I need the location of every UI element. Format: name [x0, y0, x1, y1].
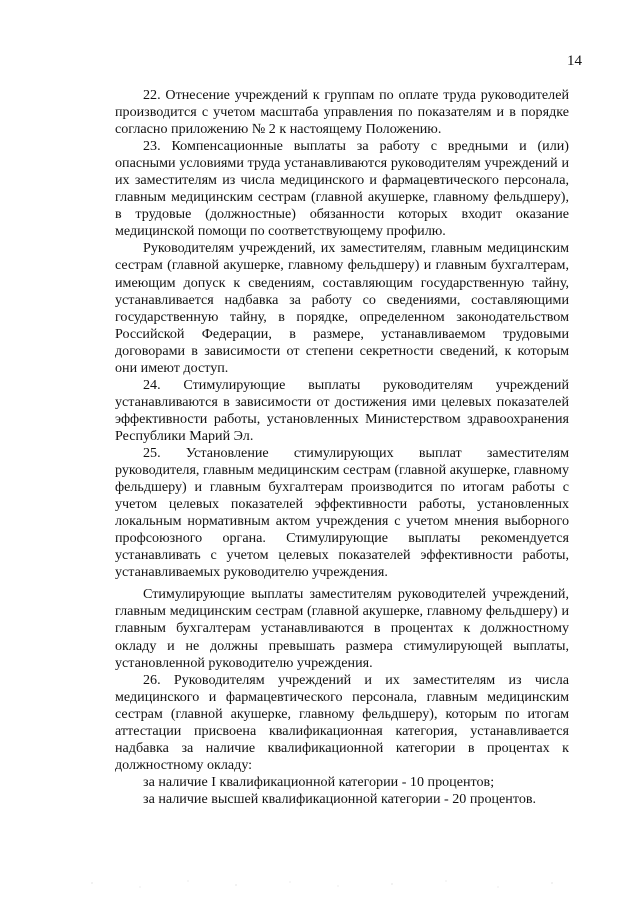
paragraph-25-deputies: Стимулирующие выплаты заместителям руководителей учреждений, главным медицинским сестрам (главной акушерке, главному фельдшеру) и главным бухгалтерам устанавливаются в процентах к должностному окладу и не должны превышать размера стимулирующей выплаты, установленной руководителю учреждения. [115, 586, 569, 671]
list-item-highest-category: за наличие высшей квалификационной категории - 20 процентов. [143, 790, 537, 807]
scan-noise [0, 875, 640, 895]
paragraph-24: 24. Стимулирующие выплаты руководителям учреждений устанавливаются в зависимости от достижения ими целевых показателей эффективности работы, установленных Министерством здравоохранения Республики Марий Эл. [115, 376, 569, 444]
page-number: 14 [567, 53, 582, 69]
paragraph-26: 26. Руководителям учреждений и их заместителям из числа медицинского и фармацевтического персонала, главным медицинским сестрам (главной акушерке, главному фельдшеру), которым по итогам аттестации присвоена квалификационная категория, устанавливается надбавка за наличие квалификационной категории в процентах к должностному окладу: [115, 671, 569, 773]
list-item-first-category: за наличие I квалификационной категории - 10 процентов; [143, 773, 495, 790]
paragraph-23: 23. Компенсационные выплаты за работу с вредными и (или) опасными условиями труда устанавливаются руководителям учреждений и их заместителям из числа медицинского и фармацевтического персонала, главным медицинским сестрам (главной акушерке, главному фельдшеру), в трудовые (должностные) обязанности которых входит оказание медицинской помощи по соответствующему профилю. [115, 138, 569, 240]
document-body [115, 87, 569, 808]
paragraph-22: 22. Отнесение учреждений к группам по оплате труда руководителей производится с учетом масштаба управления по показателям и в порядке согласно приложению № 2 к настоящему Положению. [115, 87, 569, 138]
paragraph-25: 25. Установление стимулирующих выплат заместителям руководителя, главным медицинским сестрам (главной акушерке, главному фельдшеру) и главным бухгалтерам производится по итогам работы с учетом целевых показателей эффективности работы, установленных локальным нормативным актом учреждения с учетом мнения выборного профсоюзного органа. Стимулирующие выплаты рекомендуется устанавливать с учетом целевых показателей эффективности работы, устанавливаемых руководителю учреждения. [115, 444, 569, 581]
paragraph-23-secrecy: Руководителям учреждений, их заместителям, главным медицинским сестрам (главной акушерке, главному фельдшеру) и главным бухгалтерам, имеющим допуск к сведениям, составляющим государственную тайну, устанавливается надбавка за работу со сведениями, составляющими государственную тайну, в порядке, определенном законодательством Российской Федерации, в размере, устанавливаемом трудовыми договорами в зависимости от степени секретности сведений, к которым они имеют доступ. [115, 240, 569, 376]
